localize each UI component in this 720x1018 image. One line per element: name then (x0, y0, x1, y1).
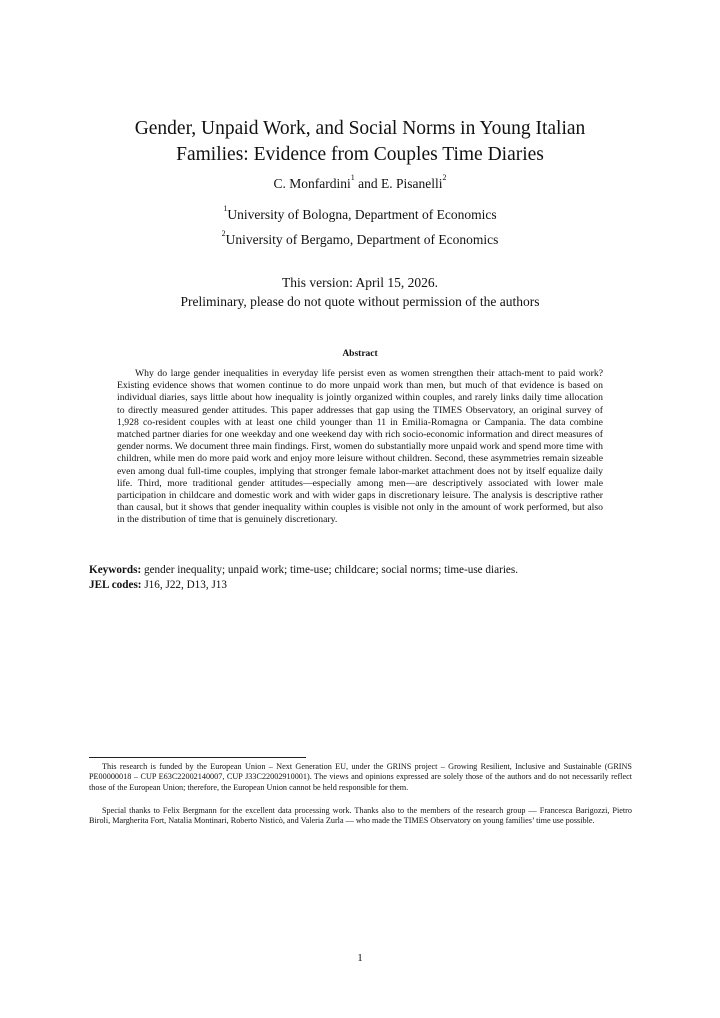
affiliation-2-mark: 2 (221, 229, 226, 238)
author-2-affil-mark: 2 (442, 173, 447, 182)
footnote-separator (89, 757, 306, 758)
footnote-acknowledgements-text: Special thanks to Felix Bergmann for the excellent data processing work. Thanks also to the members of the research group — Francesca Barigozzi, Pietro Biroli, Margherita Fort, Natalia Montinari, Roberto Nisticò, and Valeria Zurla — who made the TIMES Observatory on young families’ time use possible. (89, 806, 632, 826)
jel-codes-line (89, 578, 649, 592)
footnote-funding (89, 762, 632, 793)
jel-codes-label: JEL codes: (89, 579, 142, 591)
page-number: 1 (357, 952, 363, 964)
title-line-1: Gender, Unpaid Work, and Social Norms in Young Italian (134, 118, 586, 139)
footnote-acknowledgements (89, 806, 632, 827)
author-2-name: E. Pisanelli (381, 176, 443, 191)
jel-codes-text: J16, J22, D13, J13 (144, 579, 227, 591)
affiliation-1-text: University of Bologna, Department of Economics (227, 207, 497, 222)
author-1-affil-mark: 1 (350, 173, 355, 182)
footnote-funding-text: This research is funded by the European Union – Next Generation EU, under the GRINS project – Growing Resilient, Inclusive and Sustainable (GRINS PE00000018 – CUP E63C22002140007, CUP J33C22002910001). The views and opinions expressed are solely those of the authors and do not necessarily reflect those of the European Union; therefore, the European Union cannot be held responsible for them. (89, 762, 632, 792)
preliminary-note: Preliminary, please do not quote without permission of the authors (180, 294, 540, 309)
keywords-text: gender inequality; unpaid work; time-use; childcare; social norms; time-use diaries. (144, 564, 519, 576)
keywords-line (89, 563, 649, 577)
abstract-heading: Abstract (342, 349, 378, 359)
author-conjunction: and (358, 176, 378, 191)
title-line-2: Families: Evidence from Couples Time Diaries (176, 144, 544, 165)
affiliation-1 (0, 204, 720, 223)
version-line: This version: April 15, 2026. (282, 275, 438, 290)
author-1-name: C. Monfardini (273, 176, 351, 191)
affiliation-2 (0, 229, 720, 248)
abstract-body: Why do large gender inequalities in everyday life persist even as women strengthen their attach-ment to paid work? Existing evidence shows that women continue to do more unpaid work than men, but much of that evidence is based on individual diaries, says little about how inequality is jointly organized within couples, and rarely links daily time allocation to directly measured gender attitudes. This paper addresses that gap using the TIMES Observatory, an original survey of 1,928 co-resident couples with at least one child younger than 11 in Emilia-Romagna or Campania. The data combine matched partner diaries for one weekday and one weekend day with rich socio-economic information and direct measures of gender norms. We document three main findings. First, women do substantially more unpaid work and spend more time with children, while men do more paid work and enjoy more leisure without children. Second, these asymmetries remain sizeable even among dual full-time couples, implying that stronger female labor-market attachment does not by itself equalize daily life. Third, more traditional gender attitudes—especially among men—are descriptively associated with lower male participation in childcare and domestic work and with wider gaps in discretionary leisure. The analysis is descriptive rather than causal, but it shows that gender inequality within couples is visible not only in the amount of work performed, but also in the distribution of time that is genuinely discretionary. (117, 368, 603, 526)
author-line (0, 173, 720, 192)
affiliation-2-text: University of Bergamo, Department of Economics (225, 232, 499, 247)
affiliation-1-mark: 1 (223, 204, 228, 213)
keywords-label: Keywords: (89, 564, 142, 576)
paper-title (0, 116, 720, 168)
